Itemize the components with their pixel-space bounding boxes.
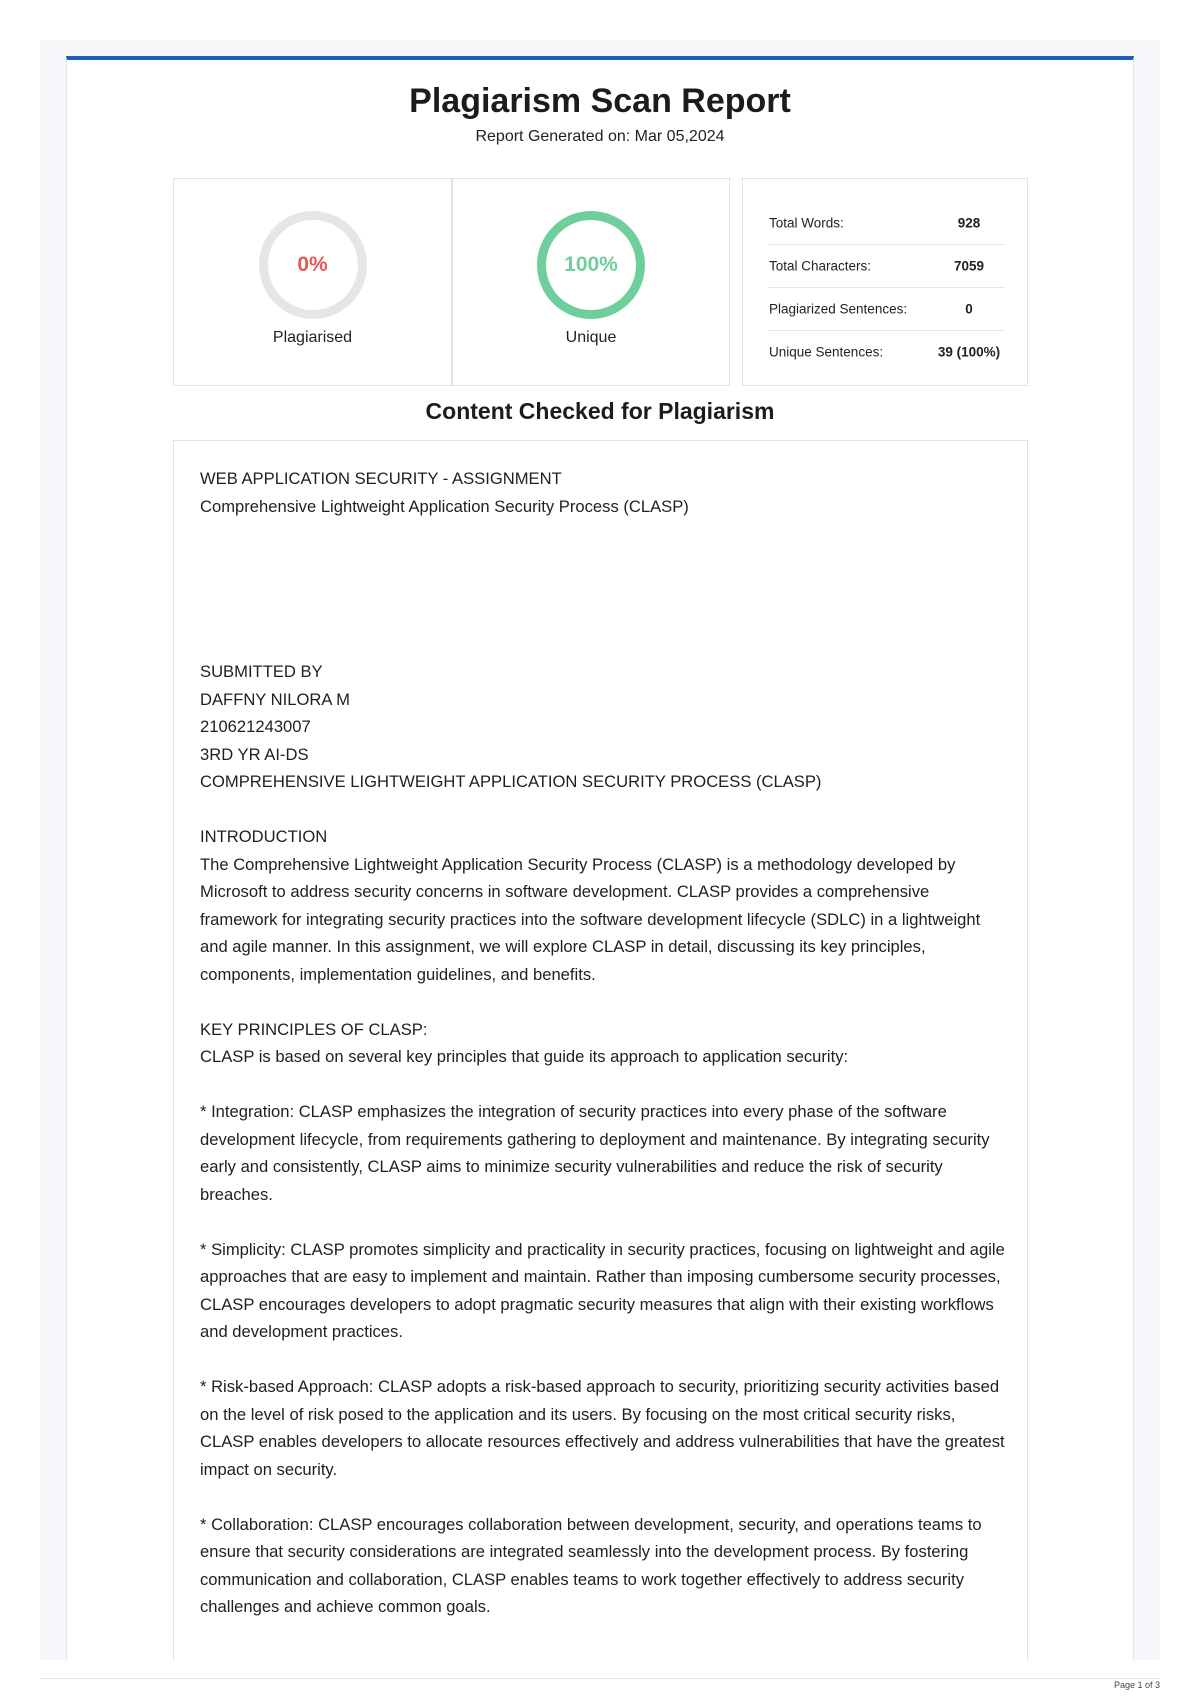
- content-paragraph: SUBMITTED BY DAFFNY NILORA M 210621243007 3RD YR AI-DS COMPREHENSIVE LIGHTWEIGHT APPLICATION SECURITY PROCESS (CLASP): [200, 662, 822, 791]
- content-paragraph: * Simplicity: CLASP promotes simplicity and practicality in security practices, focusing on lightweight and agile approaches that are easy to implement and maintain. Rather than imposing cumbersome security processes, CLASP encourages developers to adopt pragmatic security measures that align with their existing workflows and development practices.: [200, 1239, 1005, 1341]
- content-spacer: [200, 1346, 1005, 1374]
- metrics-card: [742, 178, 1028, 386]
- metric-value: 928: [957, 215, 981, 230]
- plagiarised-score-ring: [259, 211, 367, 319]
- content-spacer: [200, 520, 1005, 658]
- unique-score-ring: [537, 211, 645, 319]
- metric-label: Total Characters:: [769, 258, 872, 273]
- metric-value: 0: [965, 301, 973, 316]
- content-paragraph: * Risk-based Approach: CLASP adopts a risk-based approach to security, prioritizing security activities based on the level of risk posed to the application and its users. By focusing on the most critical security risks, CLASP enables developers to allocate resources effectively and address vulnerabilities that have the greatest impact on security.: [200, 1377, 1005, 1479]
- unique-score-value: 100%: [564, 253, 618, 276]
- metric-label: Unique Sentences:: [769, 344, 884, 359]
- content-spacer: [200, 1208, 1005, 1236]
- metric-total-words: [769, 201, 1005, 245]
- plagiarised-score-card: [173, 178, 452, 386]
- metric-label: Plagiarized Sentences:: [769, 301, 908, 316]
- unique-score-label: Unique: [565, 329, 617, 346]
- report-generated-date: Report Generated on: Mar 05,2024: [475, 128, 725, 145]
- content-paragraph: KEY PRINCIPLES OF CLASP: CLASP is based on several key principles that guide its approach to application security:: [200, 1019, 849, 1066]
- content-paragraph: INTRODUCTION The Comprehensive Lightweight Application Security Process (CLASP) is a methodology developed by Microsoft to address security concerns in software development. CLASP provides a comprehensive framework for integrating security practices into the software development lifecycle (SDLC) in a lightweight and agile manner. In this assignment, we will explore CLASP in detail, discussing its key principles, components, implementation guidelines, and benefits.: [200, 827, 981, 984]
- content-paragraph: * Collaboration: CLASP encourages collaboration between development, security, and operations teams to ensure that security considerations are integrated seamlessly into the development process. By fostering communication and collaboration, CLASP enables teams to work together effectively to address security challenges and achieve common goals.: [200, 1514, 982, 1616]
- plagiarised-score-value: 0%: [297, 253, 328, 276]
- checked-content-box: [173, 440, 1028, 1660]
- content-spacer: [200, 796, 1005, 824]
- report-title: Plagiarism Scan Report: [409, 82, 791, 120]
- unique-score-card: [452, 178, 730, 386]
- metric-total-characters: [769, 244, 1005, 288]
- footer-divider: [40, 1678, 1160, 1679]
- plagiarised-score-label: Plagiarised: [272, 329, 353, 346]
- metric-value: 7059: [953, 258, 985, 273]
- content-spacer: [200, 988, 1005, 1016]
- content-paragraph: WEB APPLICATION SECURITY - ASSIGNMENT Comprehensive Lightweight Application Security Process (CLASP): [200, 469, 689, 516]
- metric-label: Total Words:: [769, 215, 844, 230]
- metric-unique-sentences: [769, 330, 1005, 373]
- metric-value: 39 (100%): [937, 344, 1001, 359]
- content-spacer: [200, 1071, 1005, 1099]
- checked-content-text: [200, 465, 1005, 1621]
- content-section-title: Content Checked for Plagiarism: [425, 398, 775, 424]
- content-paragraph: * Integration: CLASP emphasizes the integration of security practices into every phase of the software development lifecycle, from requirements gathering to deployment and maintenance. By integrating security early and consistently, CLASP aims to minimize security vulnerabilities and reduce the risk of security breaches.: [200, 1102, 990, 1204]
- page-number: Page 1 of 3: [1113, 1680, 1160, 1690]
- metric-plagiarized-sentences: [769, 287, 1005, 331]
- content-spacer: [200, 1483, 1005, 1511]
